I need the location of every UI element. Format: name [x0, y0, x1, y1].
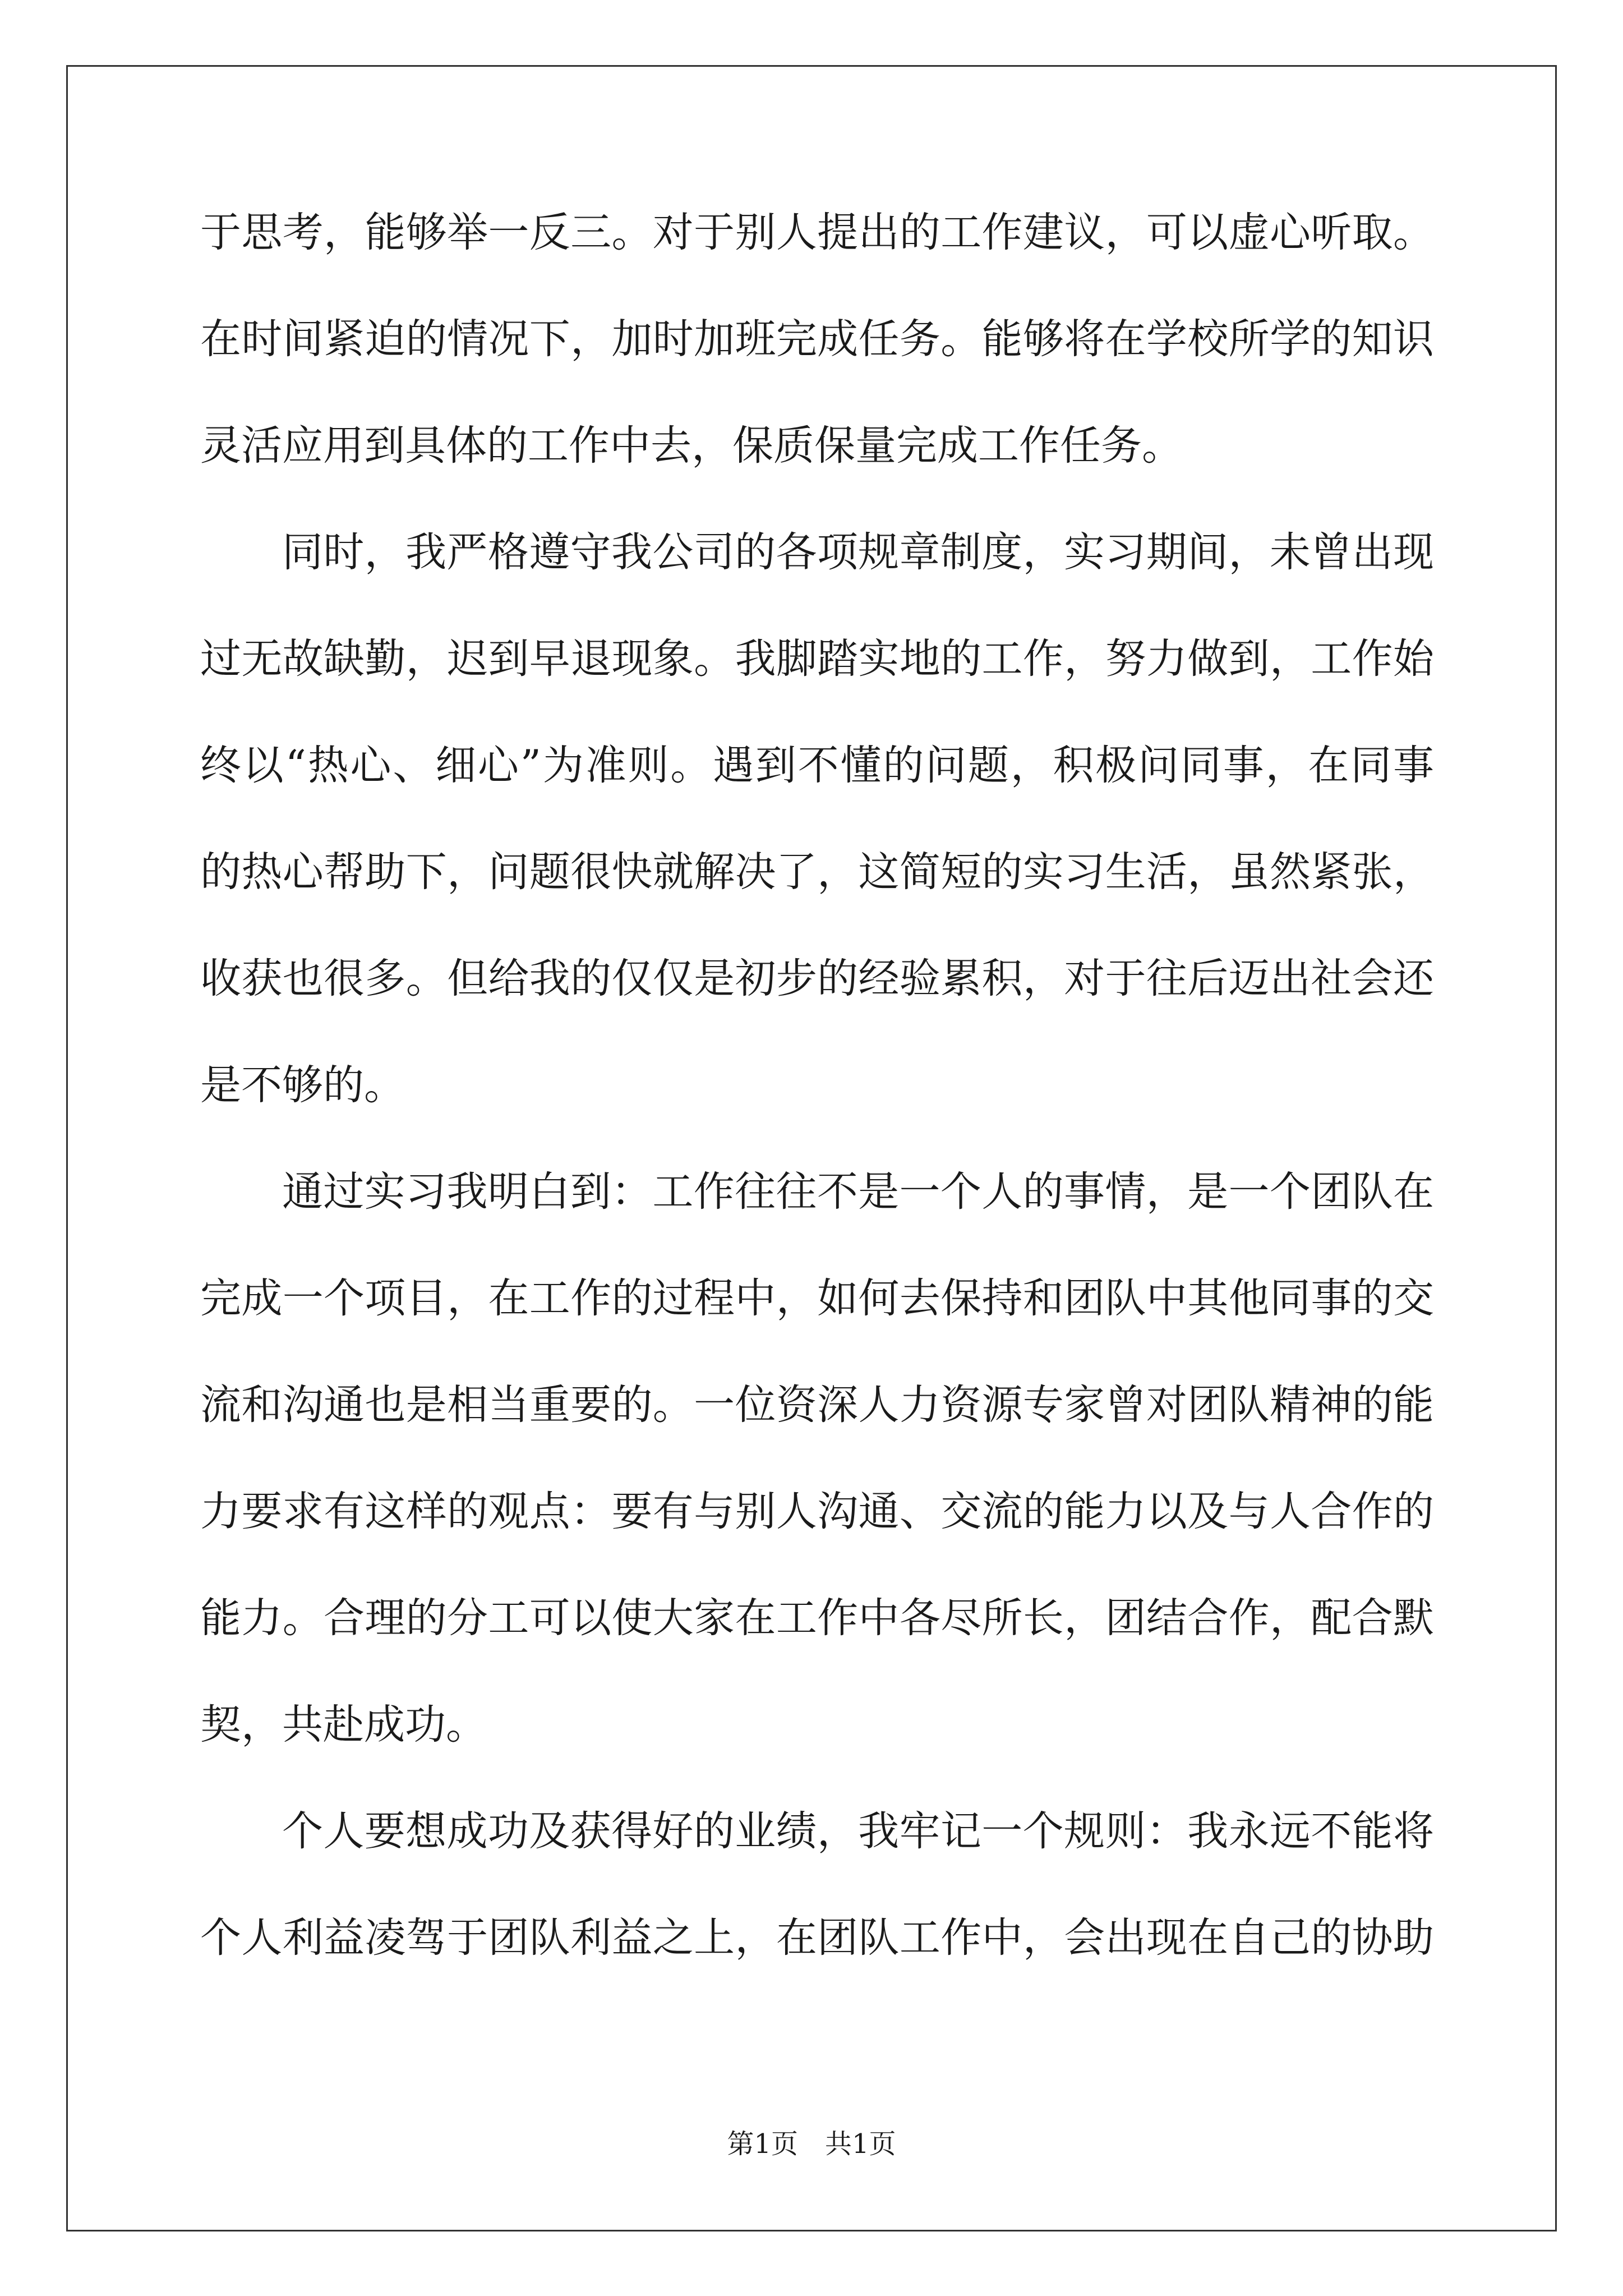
page-number-footer: 第1页 共1页 [727, 2128, 896, 2160]
text-line: 的热心帮助下，问题很快就解决了，这简短的实习生活，虽然紧张， [200, 848, 1434, 896]
text-line: 灵活应用到具体的工作中去，保质保量完成工作任务。 [200, 422, 1183, 470]
text-line: 完成一个项目，在工作的过程中，如何去保持和团队中其他同事的交 [200, 1274, 1434, 1322]
text-line: 契，共赴成功。 [200, 1701, 487, 1749]
text-line: 终以“热心、细心”为准则。遇到不懂的问题，积极问同事，在同事 [200, 742, 1434, 789]
text-line: 在时间紧迫的情况下，加时加班完成任务。能够将在学校所学的知识 [200, 315, 1434, 363]
document-body [200, 180, 1434, 1991]
text-line: 过无故缺勤，迟到早退现象。我脚踏实地的工作，努力做到，工作始 [200, 635, 1434, 683]
text-line: 能力。合理的分工可以使大家在工作中各尽所长，团结合作，配合默 [200, 1594, 1434, 1642]
paragraph-first-line: 同时，我严格遵守我公司的各项规章制度，实习期间，未曾出现 [282, 528, 1434, 576]
paragraph-first-line: 个人要想成功及获得好的业绩，我牢记一个规则：我永远不能将 [282, 1807, 1434, 1855]
text-line: 个人利益凌驾于团队利益之上，在团队工作中，会出现在自己的协助 [200, 1914, 1434, 1962]
text-line: 是不够的。 [200, 1061, 405, 1109]
text-line: 流和沟通也是相当重要的。一位资深人力资源专家曾对团队精神的能 [200, 1381, 1434, 1429]
text-line: 力要求有这样的观点：要有与别人沟通、交流的能力以及与人合作的 [200, 1488, 1434, 1535]
text-line: 收获也很多。但给我的仅仅是初步的经验累积，对于往后迈出社会还 [200, 955, 1434, 1002]
text-line: 于思考，能够举一反三。对于别人提出的工作建议，可以虚心听取。 [200, 209, 1434, 256]
paragraph-first-line: 通过实习我明白到：工作往往不是一个人的事情，是一个团队在 [282, 1168, 1434, 1216]
